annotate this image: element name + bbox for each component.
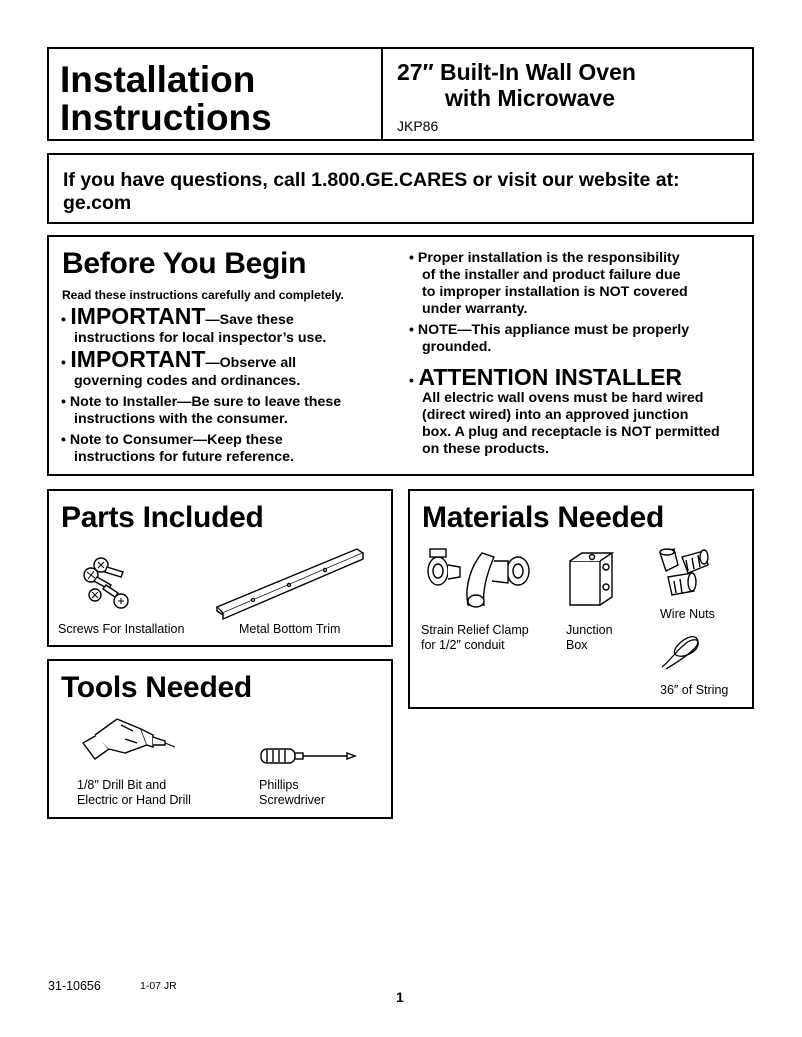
bottom-trim-icon — [213, 545, 367, 621]
important-label: IMPORTANT — [70, 303, 206, 329]
important-save-text-2: instructions for local inspector’s use. — [74, 330, 327, 346]
proper-text-3: to improper installation is NOT covered — [422, 284, 688, 300]
important-observe-text: —Observe all — [205, 355, 297, 371]
materials-needed-section — [408, 489, 754, 709]
consumer-note — [61, 432, 283, 449]
important-label: IMPORTANT — [70, 346, 206, 372]
installer-note-text-2: instructions with the consumer. — [74, 411, 288, 427]
materials-needed-heading: Materials Needed — [422, 501, 664, 534]
bullet: • — [61, 394, 66, 410]
attention-text-1: All electric wall ovens must be hard wired — [422, 390, 704, 406]
title-line-1: Installation — [60, 59, 256, 100]
installer-note — [61, 394, 341, 411]
bullet: • — [61, 432, 66, 448]
wire-nuts-icon — [654, 547, 714, 599]
ground-note-text: NOTE—This appliance must be properly — [417, 322, 690, 338]
strain-relief-clamp-icon — [418, 545, 538, 613]
string-caption: 36″ of String — [660, 683, 729, 697]
bullet: • — [409, 322, 414, 338]
ground-note-item — [409, 322, 689, 339]
product-line-1: 27″ Built-In Wall Oven — [397, 59, 636, 85]
junction-box-caption-2: Box — [566, 638, 588, 652]
attention-installer-item — [409, 365, 682, 390]
before-you-begin-heading: Before You Begin — [62, 247, 307, 280]
tools-needed-section — [47, 659, 393, 819]
clamp-caption-1: Strain Relief Clamp — [421, 623, 529, 637]
important-observe-item — [61, 347, 296, 372]
screwdriver-caption-1: Phillips — [259, 778, 299, 792]
model-number: JKP86 — [397, 118, 439, 134]
tools-needed-heading: Tools Needed — [61, 671, 252, 704]
attention-installer-label: ATTENTION INSTALLER — [418, 364, 683, 390]
product-block — [381, 47, 754, 141]
junction-box-caption-1: Junction — [566, 623, 613, 637]
attention-text-3: box. A plug and receptacle is NOT permitted — [422, 424, 720, 440]
bullet: • — [409, 250, 414, 266]
proper-text-2: of the installer and product failure due — [422, 267, 681, 283]
proper-installation-item — [409, 250, 680, 267]
installer-note-text: Note to Installer—Be sure to leave these — [69, 394, 342, 410]
junction-box-icon — [564, 549, 620, 611]
screwdriver-caption-2: Screwdriver — [259, 793, 325, 807]
revision-code: 1-07 JR — [140, 980, 177, 992]
bullet: • — [61, 312, 66, 328]
bullet: • — [61, 355, 66, 371]
bullet: • — [409, 373, 414, 389]
proper-text-1: Proper installation is the responsibility — [417, 250, 680, 266]
contact-banner — [47, 153, 754, 224]
proper-text-4: under warranty. — [422, 301, 528, 317]
important-save-text: —Save these — [205, 312, 294, 328]
drill-caption-1: 1/8″ Drill Bit and — [77, 778, 167, 792]
screws-caption: Screws For Installation — [58, 622, 185, 636]
drill-caption-2: Electric or Hand Drill — [77, 793, 191, 807]
important-observe-text-2: governing codes and ordinances. — [74, 373, 301, 389]
screwdriver-icon — [259, 745, 359, 767]
clamp-caption-2: for 1/2″ conduit — [421, 638, 505, 652]
document-number: 31-10656 — [48, 979, 101, 993]
parts-included-heading: Parts Included — [61, 501, 264, 534]
contact-line-1: If you have questions, call 1.800.GE.CARES or visit our website at: — [63, 169, 680, 191]
title-line-2: Instructions — [60, 97, 272, 138]
product-line-2: with Microwave — [445, 85, 615, 111]
ground-note-text-2: grounded. — [422, 339, 492, 355]
attention-text-2: (direct wired) into an approved junction — [422, 407, 689, 423]
string-icon — [656, 633, 706, 673]
trim-caption: Metal Bottom Trim — [239, 622, 341, 636]
important-save-item — [61, 304, 294, 329]
attention-text-4: on these products. — [422, 441, 549, 457]
screws-icon — [77, 555, 141, 611]
drill-icon — [81, 715, 177, 767]
title-block — [47, 47, 383, 141]
page-number: 1 — [396, 989, 404, 1005]
consumer-note-text: Note to Consumer—Keep these — [69, 432, 283, 448]
before-you-begin-section — [47, 235, 754, 476]
parts-included-section — [47, 489, 393, 647]
intro-text: Read these instructions carefully and completely. — [62, 288, 344, 302]
wire-nuts-caption: Wire Nuts — [660, 607, 715, 621]
website-link[interactable]: ge.com — [63, 192, 132, 214]
consumer-note-text-2: instructions for future reference. — [74, 449, 294, 465]
